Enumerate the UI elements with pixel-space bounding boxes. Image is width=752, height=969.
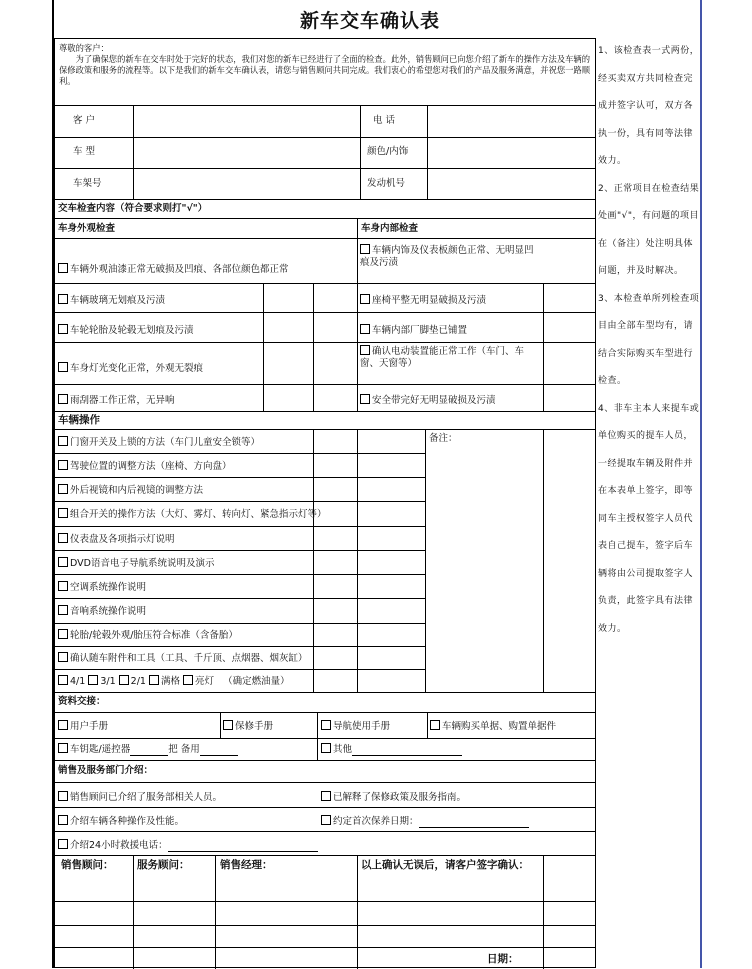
exterior-item-1[interactable]: 车辆外观油漆正常无破损及凹痕、各部位颜色都正常 — [58, 263, 289, 276]
vin-field[interactable] — [135, 170, 357, 197]
checkbox[interactable] — [58, 815, 68, 825]
checkbox[interactable] — [58, 484, 68, 494]
interior-item-3[interactable]: 车辆内部厂脚垫已铺置 — [360, 324, 467, 337]
inspection-header: 交车检查内容（符合要求则打"√"） — [58, 203, 208, 214]
checkbox[interactable] — [183, 675, 193, 685]
checkbox[interactable] — [430, 720, 440, 730]
sign-date: 日期： — [487, 953, 519, 965]
interior-item-4[interactable]: 确认电动装置能正常工作（车门、车窗、天窗等） — [360, 346, 525, 369]
checkbox[interactable] — [58, 629, 68, 639]
sales-item-2[interactable]: 已解释了保修政策及服务指南。 — [321, 791, 466, 804]
fuel-light: 亮灯 — [195, 676, 215, 687]
interior-item-5[interactable]: 安全带完好无明显破损及污渍 — [360, 394, 496, 407]
side-notes — [598, 38, 700, 643]
materials-title: 资料交接： — [58, 696, 106, 707]
checkbox[interactable] — [58, 460, 68, 470]
checkbox[interactable] — [58, 791, 68, 801]
op-item-1[interactable]: 门窗开关及上锁的方法（车门儿童安全锁等） — [58, 436, 260, 449]
remark-label: 备注： — [429, 433, 458, 444]
checkbox[interactable] — [58, 581, 68, 591]
checkbox[interactable] — [58, 263, 68, 273]
sales-item-4[interactable]: 约定首次保养日期： — [321, 815, 529, 828]
checkbox[interactable] — [58, 557, 68, 567]
checkbox[interactable] — [58, 839, 68, 849]
greeting-salutation: 尊敬的客户： — [59, 43, 109, 53]
checkbox[interactable] — [58, 436, 68, 446]
material-keys[interactable]: 车钥匙/遥控器 把 备用 — [58, 743, 238, 756]
label-engine: 发动机号 — [367, 178, 406, 189]
phone-field[interactable] — [429, 107, 589, 135]
checkbox[interactable] — [360, 394, 370, 404]
checkbox[interactable] — [58, 508, 68, 518]
interior-item-1[interactable]: 车辆内饰及仪表板颜色正常、无明显凹痕及污渍 — [360, 245, 534, 268]
op-item-10[interactable]: 确认随车附件和工具（工具、千斤顶、点烟器、烟灰缸） — [58, 652, 308, 665]
interior-item-2[interactable]: 座椅平整无明显破损及污渍 — [360, 294, 486, 307]
sign-manager: 销售经理： — [220, 859, 273, 871]
label-model: 车 型 — [73, 146, 96, 157]
form-table — [54, 38, 596, 968]
divider — [55, 105, 595, 106]
note-2: 2、正常项目在检查结果处画"√"，有问题的项目在（备注）处注明具体问题，并及时解决。 — [598, 183, 700, 276]
checkbox[interactable] — [360, 345, 370, 355]
checkbox[interactable] — [58, 652, 68, 662]
label-vin: 车架号 — [73, 178, 102, 189]
checkbox[interactable] — [58, 675, 68, 685]
op-item-7[interactable]: 空调系统操作说明 — [58, 581, 146, 594]
checkbox[interactable] — [58, 720, 68, 730]
checkbox[interactable] — [119, 675, 129, 685]
material-purchase-docs[interactable]: 车辆购买单据、购置单据件 — [430, 720, 556, 733]
fuel-quarter: 4/1 — [70, 676, 86, 687]
engine-field[interactable] — [429, 170, 589, 197]
material-user-manual[interactable]: 用户手册 — [58, 720, 108, 733]
sales-title: 销售及服务部门介绍： — [58, 765, 154, 776]
sign-service: 服务顾问： — [137, 859, 190, 871]
op-item-5[interactable]: 仪表盘及各项指示灯说明 — [58, 533, 175, 546]
operation-title: 车辆操作 — [58, 414, 100, 426]
material-other[interactable]: 其他 — [321, 743, 462, 756]
model-field[interactable] — [135, 139, 357, 166]
checkbox[interactable] — [321, 743, 331, 753]
checkbox[interactable] — [360, 244, 370, 254]
sales-item-1[interactable]: 销售顾问已介绍了服务部相关人员。 — [58, 791, 222, 804]
sign-confirm: 以上确认无误后，请客户签字确认： — [361, 859, 529, 871]
checkbox[interactable] — [88, 675, 98, 685]
sales-item-5[interactable]: 介绍24小时救援电话： — [58, 839, 318, 852]
checkbox[interactable] — [321, 720, 331, 730]
right-border — [700, 0, 702, 968]
material-nav-manual[interactable]: 导航使用手册 — [321, 720, 390, 733]
greeting-body: 为了确保您的新车在交车时处于完好的状态，我们对您的新车已经进行了全面的检查。此外，销售顾问已向您介绍了新车的操作方法及车辆的保修政策和服务的流程等。以下是我们的新车交车确认表，请您与销售顾问共同完成。我们衷心的希望您对我们的产品及服务满意，并祝您一路顺利。 — [59, 54, 591, 86]
op-item-4[interactable]: 组合开关的操作方法（大灯、雾灯、转向灯、紧急指示灯等） — [58, 508, 327, 521]
customer-field[interactable] — [135, 107, 357, 135]
op-item-3[interactable]: 外后视镜和内后视镜的调整方法 — [58, 484, 203, 497]
checkbox[interactable] — [360, 294, 370, 304]
checkbox[interactable] — [58, 394, 68, 404]
exterior-item-2[interactable]: 车辆玻璃无划痕及污渍 — [58, 294, 165, 307]
fuel-note: （确定燃油量） — [223, 676, 290, 687]
checkbox[interactable] — [321, 815, 331, 825]
note-1: 1、该检查表一式两份，经买卖双方共同检查完成并签字认可，双方各执一份，具有同等法律效力。 — [598, 46, 700, 166]
op-item-9[interactable]: 轮胎/轮毂外观/胎压符合标准（含备胎） — [58, 629, 238, 642]
checkbox[interactable] — [58, 743, 68, 753]
fuel-full: 满格 — [160, 676, 180, 687]
checkbox[interactable] — [58, 362, 68, 372]
material-warranty[interactable]: 保修手册 — [223, 720, 273, 733]
exterior-item-5[interactable]: 雨刮器工作正常，无异响 — [58, 394, 175, 407]
checkbox[interactable] — [58, 605, 68, 615]
note-4: 4、非车主本人来提车或单位购买的提车人员，一经提取车辆及附件并在本表单上签字，即等同车主授权签字人员代表自己提车，签字后车辆将由公司提取签字人负责，此签字具有法律效力。 — [598, 403, 700, 634]
label-customer: 客 户 — [73, 115, 96, 126]
exterior-item-4[interactable]: 车身灯光变化正常，外观无裂痕 — [58, 362, 203, 375]
fuel-third: 3/1 — [100, 676, 116, 687]
interior-title: 车身内部检查 — [361, 223, 419, 234]
checkbox[interactable] — [360, 324, 370, 334]
label-color: 颜色/内饰 — [367, 146, 409, 157]
op-item-2[interactable]: 驾驶位置的调整方法（座椅、方向盘） — [58, 460, 232, 473]
sign-seller: 销售顾问： — [61, 859, 114, 871]
label-phone: 电 话 — [373, 115, 396, 126]
color-field[interactable] — [429, 139, 589, 166]
checkbox[interactable] — [58, 533, 68, 543]
checkbox[interactable] — [58, 324, 68, 334]
note-3: 3、本检查单所列检查项目由全部车型均有，请结合实际购买车型进行检查。 — [598, 293, 700, 386]
form-title: 新车交车确认表 — [299, 10, 440, 32]
fuel-half: 2/1 — [130, 676, 146, 687]
op-item-8[interactable]: 音响系统操作说明 — [58, 605, 146, 618]
checkbox[interactable] — [58, 294, 68, 304]
greeting — [59, 43, 591, 87]
exterior-title: 车身外观检查 — [58, 223, 116, 234]
checkbox[interactable] — [223, 720, 233, 730]
checkbox[interactable] — [321, 791, 331, 801]
op-item-6[interactable]: DVD语音电子导航系统说明及演示 — [58, 557, 214, 570]
fuel-row — [58, 675, 290, 688]
exterior-item-3[interactable]: 车轮轮胎及轮毂无划痕及污渍 — [58, 324, 194, 337]
sales-item-3[interactable]: 介绍车辆各种操作及性能。 — [58, 815, 184, 828]
checkbox[interactable] — [149, 675, 159, 685]
